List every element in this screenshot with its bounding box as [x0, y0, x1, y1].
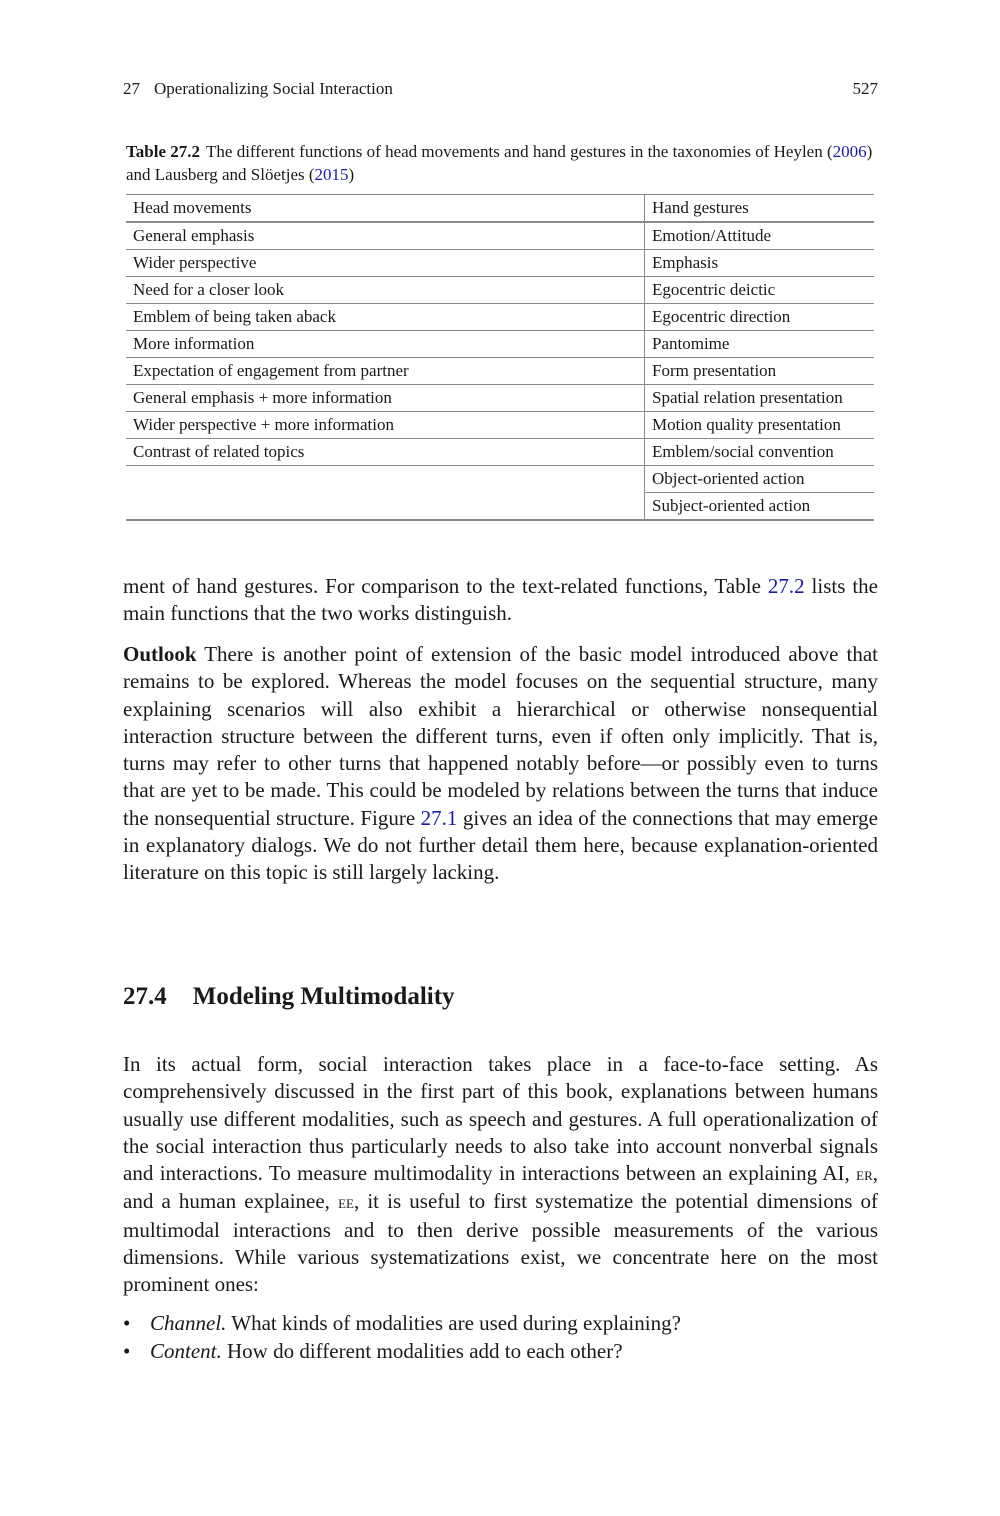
table-row	[126, 250, 874, 277]
column-header-head-movements: Head movements	[126, 195, 645, 223]
bullet-icon: •	[123, 1311, 131, 1335]
table-cell: General emphasis + more information	[126, 385, 645, 412]
table-row	[126, 222, 874, 250]
functions-table	[126, 194, 874, 521]
table-row	[126, 277, 874, 304]
paragraph-text: There is another point of extension of the basic model introduced above that remains to be explored. Whereas the model focuses on the sequential structure, many explaining scenarios will also exhibit a hierarchical or otherwise nonsequential interaction structure between the different turns, even if often only implicitly. That is, turns may refer to other turns that happened notably before—or possibly even to turns that are yet to be made. This could be modeled by relations between the turns that induce the nonsequential structure. Figure	[123, 642, 878, 830]
paragraph-text: In its actual form, social interaction takes place in a face-to-face setting. As comprehensively discussed in the first part of this book, explanations between humans usually use different modalities, such as speech and gestures. A full operationalization of the social interaction thus particularly needs to also take into account nonverbal signals and interactions. To measure multimodality in interactions between an explaining AI,	[123, 1052, 878, 1186]
paragraph-text: gives an idea of the connections that may emerge in explanatory dialogs. We do not further detail them here, because explanation-oriented literature on this topic is still largely lacking.	[123, 805, 878, 885]
table-label: Table 27.2	[126, 142, 201, 161]
abbr-ee: ee	[338, 1192, 354, 1214]
paragraph-text: lists the main functions that the two works distinguish.	[123, 574, 878, 626]
table-cell: General emphasis	[126, 222, 645, 250]
table-row	[126, 412, 874, 439]
table-cell: Expectation of engagement from partner	[126, 358, 645, 385]
chapter-heading	[123, 79, 393, 99]
list-term: Content.	[150, 1339, 222, 1363]
table-caption	[126, 140, 878, 186]
table-cell: More information	[126, 331, 645, 358]
table-row	[126, 439, 874, 466]
table-cell: Pantomime	[645, 331, 875, 358]
list-item	[123, 1337, 878, 1365]
table-cell: Motion quality presentation	[645, 412, 875, 439]
table-cell: Wider perspective + more information	[126, 412, 645, 439]
table-row	[126, 358, 874, 385]
citation-link-2006[interactable]: 2006	[832, 142, 867, 161]
list-text: What kinds of modalities are used during explaining?	[226, 1311, 681, 1335]
table-row	[126, 385, 874, 412]
list-item	[123, 1309, 878, 1337]
caption-text: ) and Lausberg and Slöetjes (	[126, 142, 873, 184]
run-in-heading-outlook: Outlook	[123, 642, 197, 666]
paragraph-text: , it is useful to first systematize the potential dimensions of multimodal interactions and to then derive possible measurements of the various dimensions. While various systematizations exist, we concentrate here on the most prominent ones:	[123, 1189, 879, 1297]
table-cell	[126, 493, 645, 521]
table-row	[126, 304, 874, 331]
table-cell: Contrast of related topics	[126, 439, 645, 466]
table-row	[126, 466, 874, 493]
paragraph-table-reference	[123, 573, 878, 628]
table-row	[126, 331, 874, 358]
running-head	[123, 79, 878, 99]
page-number: 527	[852, 79, 878, 98]
paragraph-text: , and a human explainee,	[123, 1161, 878, 1214]
table-cell: Emblem/social convention	[645, 439, 875, 466]
abbr-er: er	[856, 1164, 873, 1186]
table-cell: Emblem of being taken aback	[126, 304, 645, 331]
table-cell: Emphasis	[645, 250, 875, 277]
citation-link-2015[interactable]: 2015	[314, 165, 349, 184]
section-title: Modeling Multimodality	[192, 983, 455, 1010]
table-link-27-2[interactable]: 27.2	[767, 574, 805, 598]
figure-link-27-1[interactable]: 27.1	[420, 805, 458, 830]
table-header-row	[126, 195, 874, 223]
table-row	[126, 493, 874, 521]
chapter-number: 27	[123, 79, 140, 98]
section-heading	[123, 983, 455, 1011]
table-cell: Form presentation	[645, 358, 875, 385]
table-cell: Object-oriented action	[645, 466, 875, 493]
column-header-hand-gestures: Hand gestures	[645, 195, 875, 223]
paragraph-multimodality-intro	[123, 1051, 878, 1299]
table-cell: Subject-oriented action	[645, 493, 875, 521]
table-cell: Wider perspective	[126, 250, 645, 277]
caption-text: )	[348, 165, 355, 184]
table-cell: Egocentric direction	[645, 304, 875, 331]
caption-text: The different functions of head movements and hand gestures in the taxonomies of Heylen (	[206, 142, 833, 161]
table-cell: Egocentric deictic	[645, 277, 875, 304]
table-cell	[126, 466, 645, 493]
dimensions-list	[123, 1309, 878, 1365]
chapter-title: Operationalizing Social Interaction	[154, 79, 393, 98]
bullet-icon: •	[123, 1339, 131, 1363]
table-cell: Need for a closer look	[126, 277, 645, 304]
list-term: Channel.	[150, 1311, 227, 1335]
table-cell: Spatial relation presentation	[645, 385, 875, 412]
paragraph-outlook	[123, 641, 878, 887]
paragraph-text: ment of hand gestures. For comparison to the text-related functions, Table	[123, 574, 768, 598]
table-cell: Emotion/Attitude	[645, 222, 875, 250]
list-text: How do different modalities add to each other?	[221, 1339, 623, 1363]
section-number: 27.4	[123, 983, 167, 1010]
